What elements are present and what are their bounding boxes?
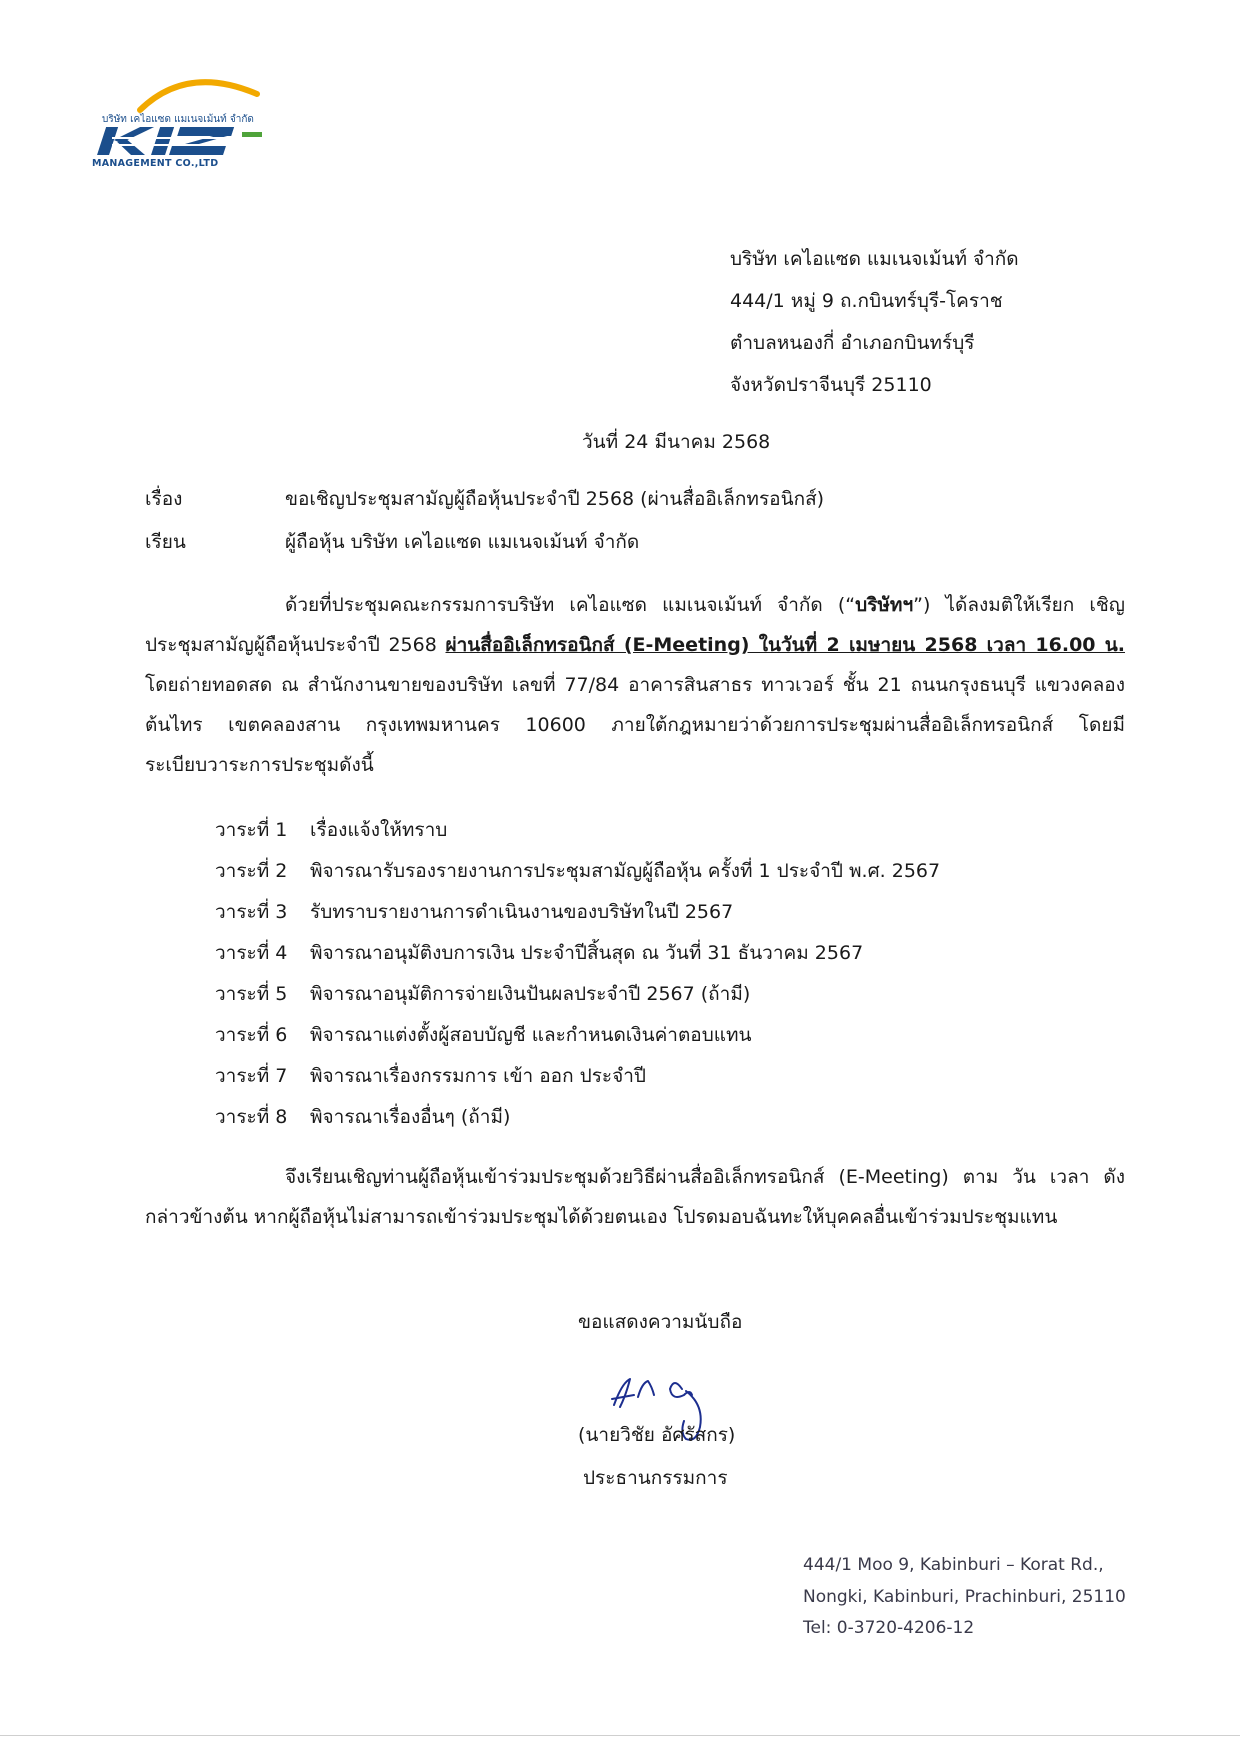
p1-part-c: โดยถ่ายทอดสด ณ สำนักงานขายของบริษัท เลขที่ 77/84 อาคารสินสาธร ทาวเวอร์ ชั้น 21 ถนนกรุงธนบุรี แขวงคลองต้นไทร เขตคลองสาน กรุงเทพมหานคร 10600 ภายใต้กฎหมายว่าด้วยการประชุมผ่านสื่ออิเล็กทรอนิกส์ โดยมีระเบียบวาระการประชุมดังนี้ xyxy=(145,674,1125,776)
agenda-text: พิจารณาเรื่องกรรมการ เข้า ออก ประจำปี xyxy=(310,1065,646,1087)
signer-name: (นายวิชัย อัศรัสกร) xyxy=(578,1424,736,1446)
p1-part-b: ”) ได้ลงมติให้เรียก เชิญประชุมสามัญผู้ถือหุ้นประจำปี 2568 xyxy=(145,594,1125,656)
agenda-number: วาระที่ 7 xyxy=(215,1065,288,1087)
agenda-number: วาระที่ 1 xyxy=(215,819,288,841)
agenda-item xyxy=(215,1015,940,1056)
agenda-text: พิจารณาอนุมัติการจ่ายเงินปันผลประจำปี 2567 (ถ้ามี) xyxy=(310,983,751,1005)
agenda-number: วาระที่ 6 xyxy=(215,1024,288,1046)
agenda-item xyxy=(215,1097,940,1138)
recipient-label: เรียน xyxy=(145,531,186,553)
agenda-number: วาระที่ 8 xyxy=(215,1106,288,1128)
p1-meeting-datetime: ผ่านสื่ออิเล็กทรอนิกส์ (E-Meeting) ในวันที่ 2 เมษายน 2568 เวลา 16.00 น. xyxy=(445,634,1125,656)
sender-address-line-3: ตำบลหนองกี่ อำเภอกบินทร์บุรี xyxy=(730,332,975,354)
agenda-text: เรื่องแจ้งให้ทราบ xyxy=(310,819,448,841)
agenda-item xyxy=(215,974,940,1015)
agenda-number: วาระที่ 3 xyxy=(215,901,288,923)
subject-text: ขอเชิญประชุมสามัญผู้ถือหุ้นประจำปี 2568 (ผ่านสื่ออิเล็กทรอนิกส์) xyxy=(285,488,825,510)
logo-thai-name: บริษัท เคไอแซด แมเนจเม้นท์ จำกัด xyxy=(102,114,254,125)
agenda-number: วาระที่ 4 xyxy=(215,942,288,964)
agenda-text: พิจารณาเรื่องอื่นๆ (ถ้ามี) xyxy=(310,1106,511,1128)
footer-address-line-1: 444/1 Moo 9, Kabinburi – Korat Rd., xyxy=(803,1555,1104,1575)
company-logo xyxy=(92,72,272,177)
agenda-text: พิจารณาแต่งตั้งผู้สอบบัญชี และกำหนดเงินค่าตอบแทน xyxy=(310,1024,752,1046)
footer-address-line-2: Nongki, Kabinburi, Prachinburi, 25110 xyxy=(803,1587,1126,1607)
sender-address-line-2: 444/1 หมู่ 9 ถ.กบินทร์บุรี-โคราช xyxy=(730,290,1003,312)
signer-title: ประธานกรรมการ xyxy=(583,1467,728,1489)
sender-address-line-1: บริษัท เคไอแซด แมเนจเม้นท์ จำกัด xyxy=(730,248,1019,270)
body-paragraph-2 xyxy=(145,1157,1125,1237)
body-paragraph-1 xyxy=(145,585,1125,785)
closing-salutation: ขอแสดงความนับถือ xyxy=(578,1311,743,1333)
bottom-rule xyxy=(0,1735,1240,1736)
agenda-item xyxy=(215,851,940,892)
agenda-item xyxy=(215,933,940,974)
letter-date: วันที่ 24 มีนาคม 2568 xyxy=(582,431,771,453)
agenda-list xyxy=(215,810,940,1138)
logo-subtitle: MANAGEMENT CO.,LTD xyxy=(92,158,219,169)
agenda-number: วาระที่ 2 xyxy=(215,860,288,882)
agenda-item xyxy=(215,810,940,851)
recipient-text: ผู้ถือหุ้น บริษัท เคไอแซด แมเนจเม้นท์ จำกัด xyxy=(285,531,640,553)
agenda-text: พิจารณาอนุมัติงบการเงิน ประจำปีสิ้นสุด ณ วันที่ 31 ธันวาคม 2567 xyxy=(310,942,864,964)
sender-address-line-4: จังหวัดปราจีนบุรี 25110 xyxy=(730,374,932,396)
agenda-item xyxy=(215,892,940,933)
agenda-text: พิจารณารับรองรายงานการประชุมสามัญผู้ถือหุ้น ครั้งที่ 1 ประจำปี พ.ศ. 2567 xyxy=(310,860,941,882)
p2-text: จึงเรียนเชิญท่านผู้ถือหุ้นเข้าร่วมประชุมด้วยวิธีผ่านสื่ออิเล็กทรอนิกส์ (E-Meeting) ตาม วัน เวลา ดังกล่าวข้างต้น หากผู้ถือหุ้นไม่สามารถเข้าร่วมประชุมได้ด้วยตนเอง โปรดมอบฉันทะให้บุคคลอื่นเข้าร่วมประชุมแทน xyxy=(145,1166,1125,1228)
agenda-text: รับทราบรายงานการดำเนินงานของบริษัทในปี 2567 xyxy=(310,901,734,923)
p1-company: บริษัทฯ xyxy=(855,594,914,616)
p1-part-a: ด้วยที่ประชุมคณะกรรมการบริษัท เคไอแซด แมเนจเม้นท์ จำกัด (“ xyxy=(285,594,856,616)
agenda-item xyxy=(215,1056,940,1097)
subject-label: เรื่อง xyxy=(145,488,183,510)
agenda-number: วาระที่ 5 xyxy=(215,983,288,1005)
footer-phone: Tel: 0-3720-4206-12 xyxy=(803,1618,975,1638)
